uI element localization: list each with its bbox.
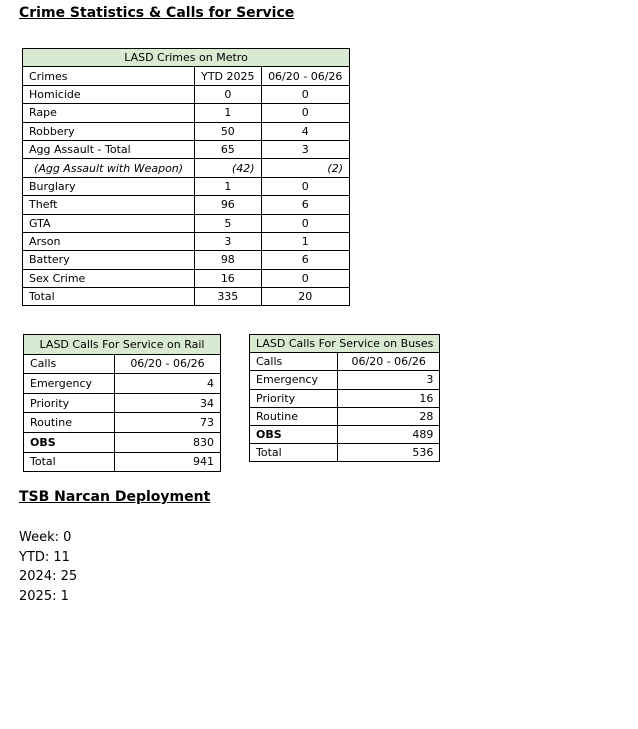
column-header: 06/20 - 06/26 — [261, 67, 349, 85]
crime-label: Total — [23, 288, 195, 306]
column-header: Calls — [250, 353, 338, 371]
narcan-ytd: YTD: 11 — [19, 549, 70, 565]
call-label: Total — [24, 452, 115, 472]
crime-label: Battery — [23, 251, 195, 269]
rail-table-column-headers — [24, 354, 221, 374]
crime-ytd: 65 — [195, 140, 261, 158]
crime-label: Sex Crime — [23, 269, 195, 287]
crime-ytd: 5 — [195, 214, 261, 232]
crime-week: 0 — [261, 214, 349, 232]
crime-week: 20 — [261, 288, 349, 306]
crimes-table-column-headers — [23, 67, 350, 85]
table-row — [250, 407, 440, 425]
crime-ytd: 3 — [195, 232, 261, 250]
crime-ytd: 98 — [195, 251, 261, 269]
crime-ytd: 1 — [195, 104, 261, 122]
bus-calls-table — [249, 334, 440, 462]
bus-table-header: LASD Calls For Service on Buses — [250, 335, 440, 353]
table-row — [250, 389, 440, 407]
crime-week: 0 — [261, 85, 349, 103]
narcan-2025: 2025: 1 — [19, 588, 69, 604]
call-value: 941 — [115, 452, 221, 472]
table-row — [23, 122, 350, 140]
crime-label: Arson — [23, 232, 195, 250]
call-value: 28 — [337, 407, 439, 425]
call-label: Total — [250, 444, 338, 462]
crime-label: Agg Assault - Total — [23, 140, 195, 158]
table-row — [23, 269, 350, 287]
call-label: Routine — [24, 413, 115, 433]
call-value: 4 — [115, 374, 221, 394]
table-row — [23, 232, 350, 250]
call-label: Priority — [24, 393, 115, 413]
column-header: YTD 2025 — [195, 67, 261, 85]
crime-week: 0 — [261, 177, 349, 195]
crime-week: 4 — [261, 122, 349, 140]
page-title: Crime Statistics & Calls for Service — [19, 5, 295, 21]
crime-ytd: 0 — [195, 85, 261, 103]
crime-label: Burglary — [23, 177, 195, 195]
narcan-2024: 2024: 25 — [19, 569, 78, 584]
crime-week: 0 — [261, 104, 349, 122]
call-label: Emergency — [24, 374, 115, 394]
crime-week: (2) — [261, 159, 349, 177]
crime-label: Robbery — [23, 122, 195, 140]
call-value: 3 — [337, 371, 439, 389]
crime-label: Homicide — [23, 85, 195, 103]
crime-week: 6 — [261, 196, 349, 214]
table-row — [23, 159, 350, 177]
crime-ytd: (42) — [195, 159, 261, 177]
table-row — [24, 413, 221, 433]
crime-ytd: 96 — [195, 196, 261, 214]
crimes-table — [22, 48, 350, 306]
rail-table-header: LASD Calls For Service on Rail — [24, 335, 221, 355]
crime-week: 3 — [261, 140, 349, 158]
call-value: 536 — [337, 444, 439, 462]
crime-label: Theft — [23, 196, 195, 214]
table-row — [250, 425, 440, 443]
table-row — [23, 104, 350, 122]
call-label: OBS — [24, 432, 115, 452]
crime-ytd: 335 — [195, 288, 261, 306]
call-label: Priority — [250, 389, 338, 407]
call-value: 73 — [115, 413, 221, 433]
table-total-row — [250, 444, 440, 462]
table-row — [23, 140, 350, 158]
bus-table-column-headers — [250, 353, 440, 371]
table-row — [23, 196, 350, 214]
table-row — [23, 251, 350, 269]
crimes-table-header: LASD Crimes on Metro — [23, 49, 350, 67]
crime-label: Rape — [23, 104, 195, 122]
column-header: Calls — [24, 354, 115, 374]
table-row — [23, 177, 350, 195]
crime-week: 6 — [261, 251, 349, 269]
call-value: 830 — [115, 432, 221, 452]
narcan-stats — [19, 528, 77, 606]
table-row — [23, 214, 350, 232]
crime-label: GTA — [23, 214, 195, 232]
crime-ytd: 16 — [195, 269, 261, 287]
call-label: Emergency — [250, 371, 338, 389]
narcan-week: Week: 0 — [19, 530, 72, 545]
table-row — [23, 85, 350, 103]
crime-ytd: 50 — [195, 122, 261, 140]
crime-week: 0 — [261, 269, 349, 287]
column-header: Crimes — [23, 67, 195, 85]
table-row — [24, 432, 221, 452]
call-value: 489 — [337, 425, 439, 443]
column-header: 06/20 - 06/26 — [115, 354, 221, 374]
column-header: 06/20 - 06/26 — [337, 353, 439, 371]
call-label: Routine — [250, 407, 338, 425]
table-row — [24, 374, 221, 394]
call-label: OBS — [250, 425, 338, 443]
table-total-row — [23, 288, 350, 306]
table-total-row — [24, 452, 221, 472]
call-value: 16 — [337, 389, 439, 407]
table-row — [250, 371, 440, 389]
crime-label: (Agg Assault with Weapon) — [23, 159, 195, 177]
crime-ytd: 1 — [195, 177, 261, 195]
table-row — [24, 393, 221, 413]
rail-calls-table — [23, 334, 221, 472]
call-value: 34 — [115, 393, 221, 413]
narcan-section-title: TSB Narcan Deployment — [19, 489, 211, 505]
crime-week: 1 — [261, 232, 349, 250]
